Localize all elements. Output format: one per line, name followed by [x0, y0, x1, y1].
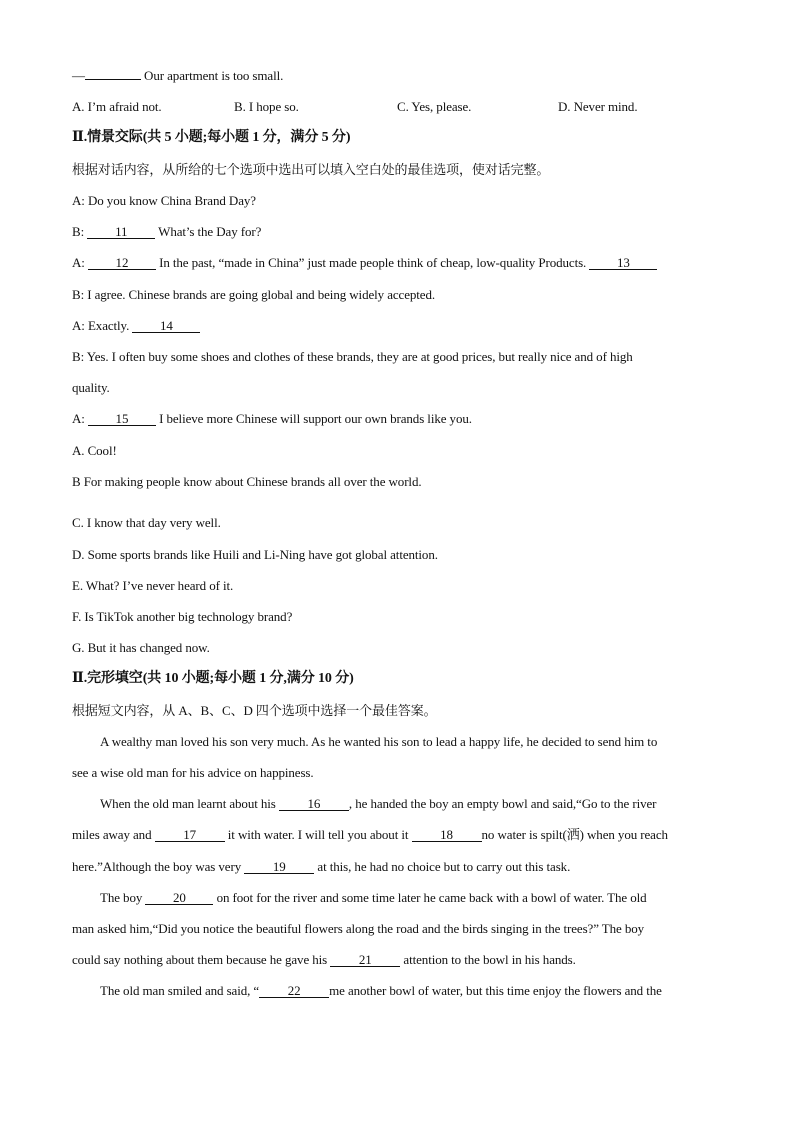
answer-blank — [85, 79, 141, 80]
section-instruction: 根据对话内容，从所给的七个选项中选出可以填入空白处的最佳选项，使对话完整。 — [72, 162, 550, 177]
choice-g: G. But it has changed now. — [72, 640, 210, 655]
question-line — [72, 68, 283, 84]
option-row — [72, 99, 712, 115]
dash: — — [72, 68, 85, 83]
dialogue-line: B: I agree. Chinese brands are going global and being widely accepted. — [72, 287, 436, 302]
option-a: A. I’m afraid not. — [72, 99, 162, 114]
choice-c: C. I know that day very well. — [72, 515, 221, 530]
passage-line: The boy 20 on foot for the river and some time later he came back with a bowl of water. The old — [100, 890, 647, 905]
choice-a: A. Cool! — [72, 443, 117, 458]
dialogue-line: B: Yes. I often buy some shoes and clothes of these brands, they are at good prices, but really nice and of high — [72, 349, 633, 364]
passage-line: A wealthy man loved his son very much. As he wanted his son to lead a happy life, he decided to send him to — [100, 734, 658, 749]
blank-22: 22 — [259, 984, 329, 998]
passage-line: see a wise old man for his advice on happiness. — [72, 765, 314, 780]
choice-b: B For making people know about Chinese brands all over the world. — [72, 474, 422, 489]
blank-13: 13 — [589, 256, 657, 270]
section-heading: Ⅱ.情景交际(共 5 小题;每小题 1 分，满分 5 分) — [72, 130, 351, 145]
option-c: C. Yes, please. — [397, 99, 472, 114]
blank-15: 15 — [88, 412, 156, 426]
dialogue-line: A: 12 In the past, “made in China” just made people think of cheap, low-quality Products. 13 — [72, 255, 657, 271]
choice-d: D. Some sports brands like Huili and Li-Ning have got global attention. — [72, 547, 438, 562]
blank-21: 21 — [330, 953, 400, 967]
dialogue-line: A: Exactly. 14 — [72, 318, 200, 334]
blank-11: 11 — [87, 225, 155, 239]
blank-20: 20 — [145, 891, 213, 905]
dialogue-line: B: 11 What’s the Day for? — [72, 224, 262, 239]
dialogue-line: A: 15 I believe more Chinese will support our own brands like you. — [72, 411, 472, 426]
option-d: D. Never mind. — [558, 99, 638, 114]
passage-line: The old man smiled and said, “ 22 me another bowl of water, but this time enjoy the flowers and the — [100, 983, 662, 998]
blank-14: 14 — [132, 319, 200, 333]
dialogue-line: quality. — [72, 380, 110, 395]
choice-e: E. What? I’ve never heard of it. — [72, 578, 234, 593]
section-instruction: 根据短文内容，从 A、B、C、D 四个选项中选择一个最佳答案。 — [72, 703, 437, 718]
passage-line: could say nothing about them because he gave his 21 attention to the bowl in his hands. — [72, 952, 576, 967]
dialogue-line: A: Do you know China Brand Day? — [72, 193, 256, 208]
passage-line: man asked him,“Did you notice the beautiful flowers along the road and the birds singing in the trees?” The boy — [72, 921, 645, 936]
blank-16: 16 — [279, 797, 349, 811]
option-b: B. I hope so. — [234, 99, 299, 114]
blank-19: 19 — [244, 860, 314, 874]
question-text: Our apartment is too small. — [140, 68, 284, 83]
blank-17: 17 — [155, 828, 225, 842]
blank-12: 12 — [88, 256, 156, 270]
blank-18: 18 — [412, 828, 482, 842]
section-heading: Ⅱ.完形填空(共 10 小题;每小题 1 分,满分 10 分) — [72, 671, 354, 686]
passage-line: miles away and 17 it with water. I will tell you about it 18 no water is spilt(洒) when you reach — [72, 827, 668, 842]
choice-f: F. Is TikTok another big technology brand? — [72, 609, 293, 624]
passage-line: When the old man learnt about his 16 , he handed the boy an empty bowl and said,“Go to the river — [100, 796, 657, 811]
passage-line: here.”Although the boy was very 19 at this, he had no choice but to carry out this task. — [72, 859, 571, 874]
